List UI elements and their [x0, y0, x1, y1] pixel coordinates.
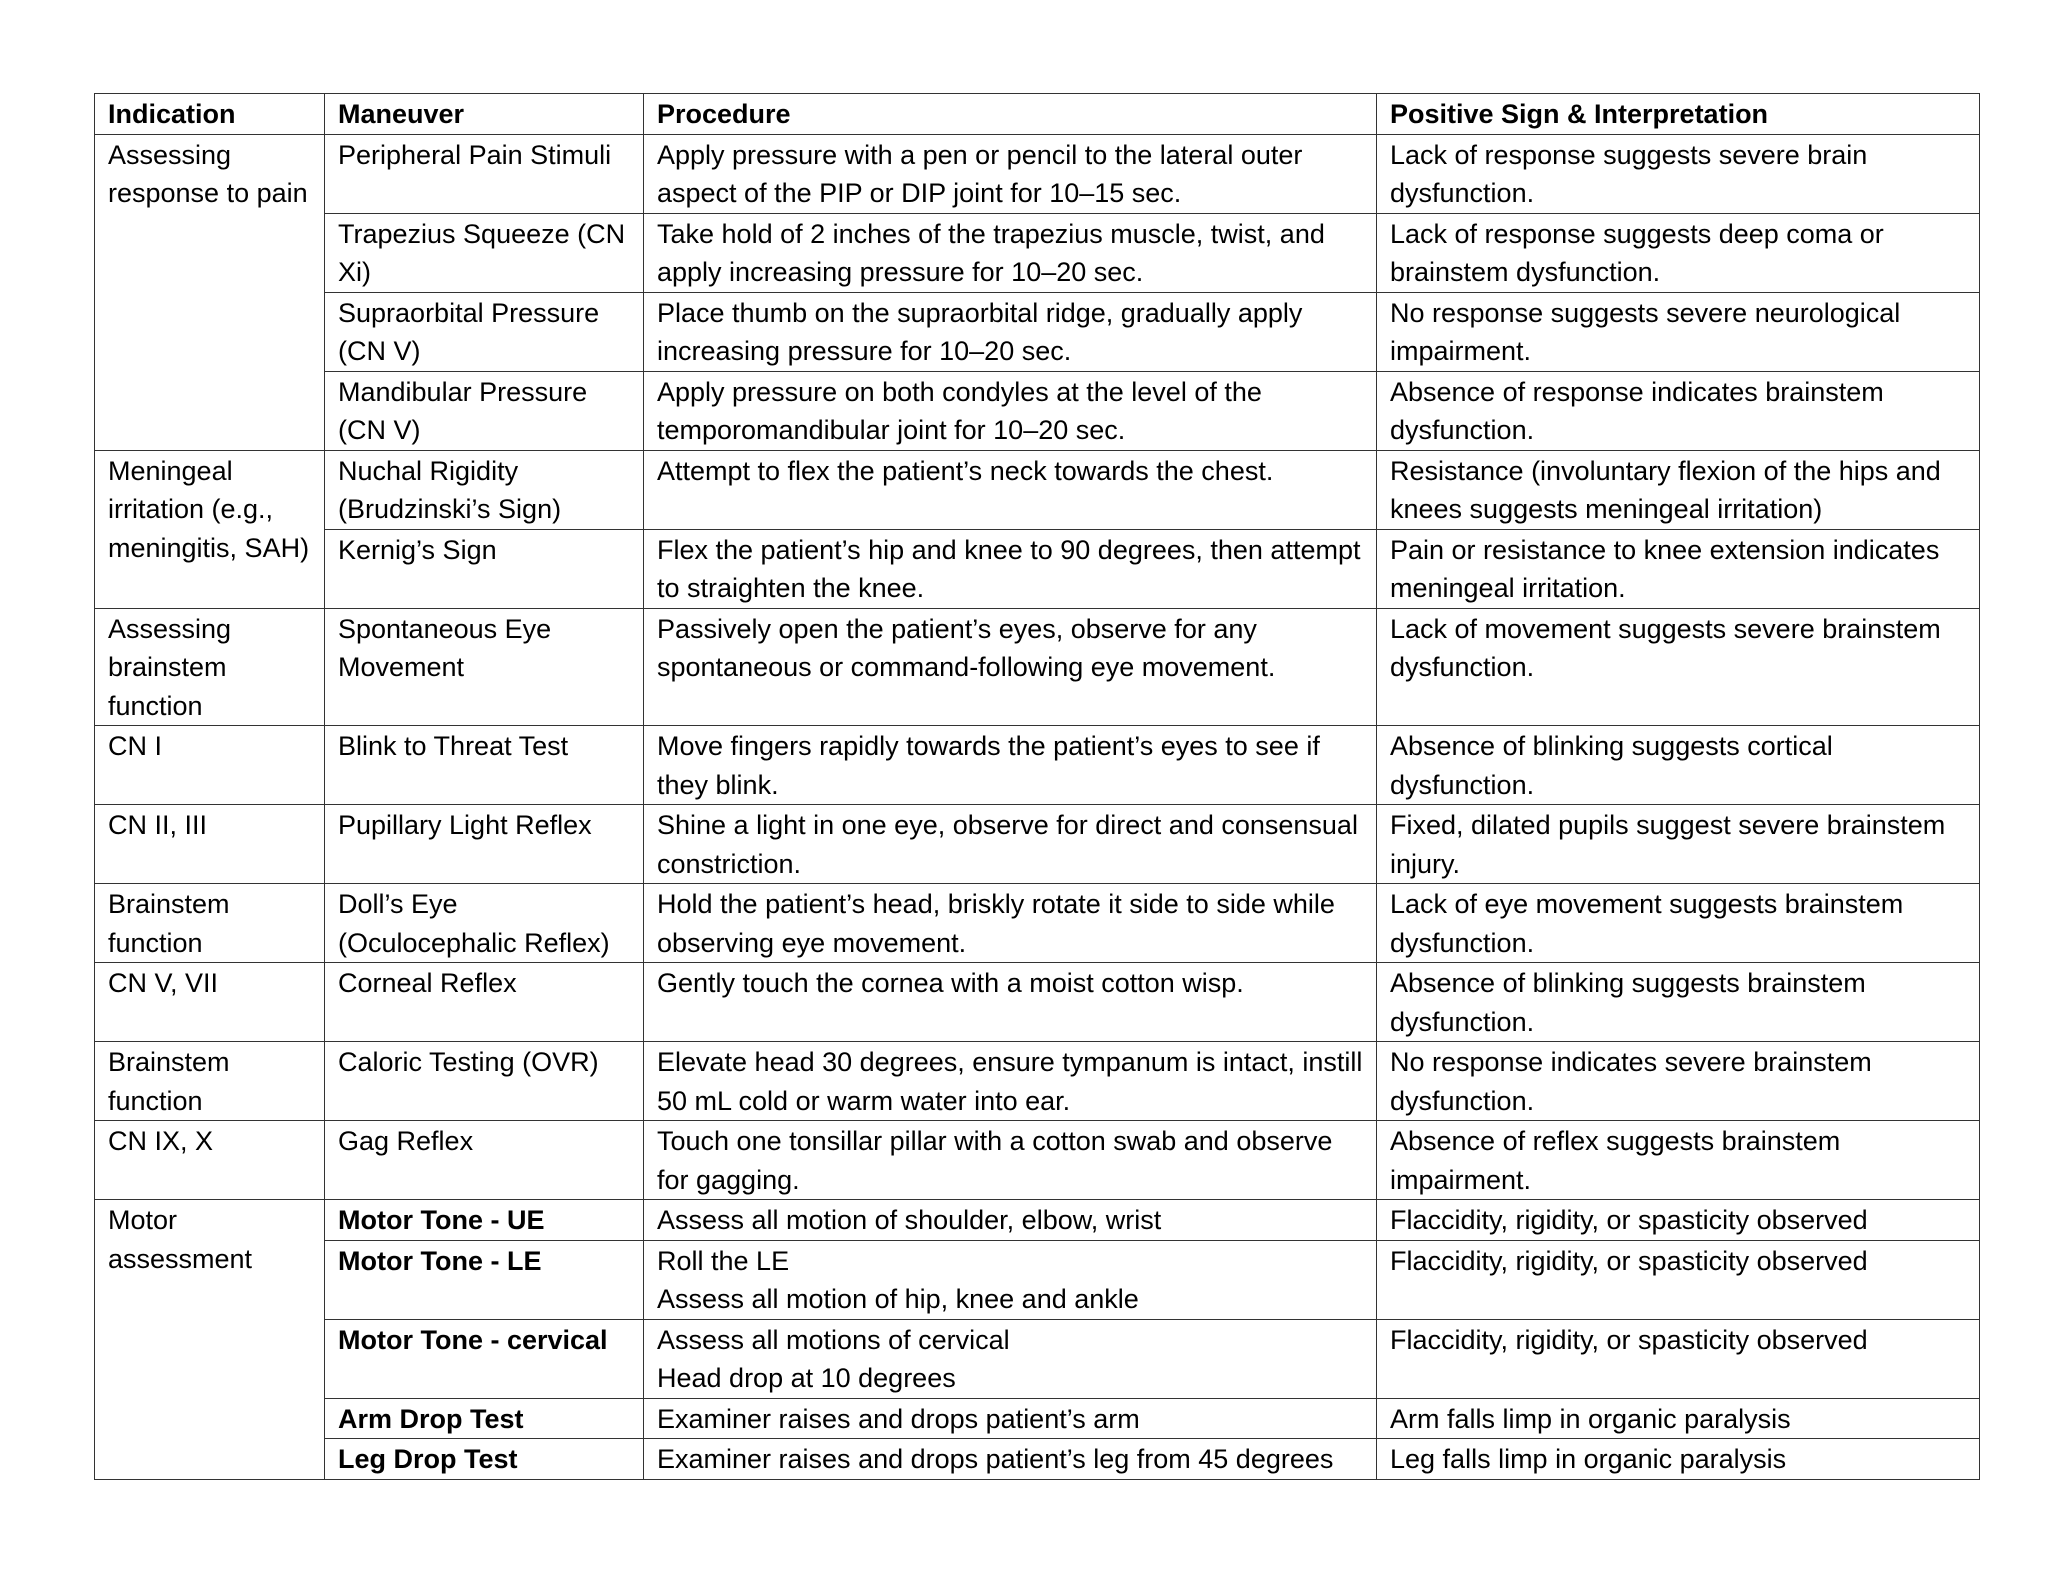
procedure-cell: Examiner raises and drops patient’s arm — [644, 1398, 1377, 1439]
table-header-row — [95, 94, 1980, 135]
maneuver-cell: Motor Tone - cervical — [325, 1319, 644, 1398]
indication-cell: CN II, III — [95, 805, 325, 884]
maneuver-cell: Supraorbital Pressure (CN V) — [325, 292, 644, 371]
maneuver-cell: Corneal Reflex — [325, 963, 644, 1042]
positive-sign-cell: Lack of eye movement suggests brainstem dysfunction. — [1377, 884, 1980, 963]
procedure-line: Assess all motion of hip, knee and ankle — [657, 1284, 1139, 1314]
procedure-cell — [644, 1240, 1377, 1319]
procedure-cell: Apply pressure on both condyles at the level of the temporomandibular joint for 10–20 sec. — [644, 371, 1377, 450]
neuro-exam-table — [94, 93, 1980, 1480]
maneuver-cell: Pupillary Light Reflex — [325, 805, 644, 884]
header-indication: Indication — [95, 94, 325, 135]
table-row — [95, 805, 1980, 884]
maneuver-cell: Motor Tone - LE — [325, 1240, 644, 1319]
indication-cell: CN I — [95, 726, 325, 805]
positive-sign-cell: Lack of response suggests deep coma or brainstem dysfunction. — [1377, 213, 1980, 292]
indication-cell: CN V, VII — [95, 963, 325, 1042]
maneuver-cell: Nuchal Rigidity (Brudzinski’s Sign) — [325, 450, 644, 529]
table-row — [95, 1439, 1980, 1480]
procedure-cell: Gently touch the cornea with a moist cotton wisp. — [644, 963, 1377, 1042]
positive-sign-cell: Fixed, dilated pupils suggest severe brainstem injury. — [1377, 805, 1980, 884]
procedure-cell: Flex the patient’s hip and knee to 90 degrees, then attempt to straighten the knee. — [644, 529, 1377, 608]
procedure-cell: Apply pressure with a pen or pencil to the lateral outer aspect of the PIP or DIP joint for 10–15 sec. — [644, 134, 1377, 213]
positive-sign-cell: Arm falls limp in organic paralysis — [1377, 1398, 1980, 1439]
procedure-cell: Touch one tonsillar pillar with a cotton swab and observe for gagging. — [644, 1121, 1377, 1200]
procedure-cell: Assess all motion of shoulder, elbow, wrist — [644, 1200, 1377, 1241]
indication-cell: Assessing brainstem function — [95, 608, 325, 726]
table-row — [95, 1240, 1980, 1319]
table-row — [95, 884, 1980, 963]
positive-sign-cell: Absence of reflex suggests brainstem impairment. — [1377, 1121, 1980, 1200]
maneuver-cell: Kernig’s Sign — [325, 529, 644, 608]
positive-sign-cell: Leg falls limp in organic paralysis — [1377, 1439, 1980, 1480]
maneuver-cell: Blink to Threat Test — [325, 726, 644, 805]
positive-sign-cell: Absence of blinking suggests cortical dysfunction. — [1377, 726, 1980, 805]
procedure-cell: Elevate head 30 degrees, ensure tympanum is intact, instill 50 mL cold or warm water into ear. — [644, 1042, 1377, 1121]
positive-sign-cell: Lack of movement suggests severe brainstem dysfunction. — [1377, 608, 1980, 726]
maneuver-cell: Doll’s Eye (Oculocephalic Reflex) — [325, 884, 644, 963]
table-row — [95, 213, 1980, 292]
procedure-cell: Passively open the patient’s eyes, observe for any spontaneous or command-following eye movement. — [644, 608, 1377, 726]
indication-cell: Motor assessment — [95, 1200, 325, 1480]
table-row — [95, 726, 1980, 805]
indication-cell: Meningeal irritation (e.g., meningitis, SAH) — [95, 450, 325, 608]
positive-sign-cell: Flaccidity, rigidity, or spasticity observed — [1377, 1200, 1980, 1241]
table-row — [95, 1121, 1980, 1200]
positive-sign-cell: No response indicates severe brainstem dysfunction. — [1377, 1042, 1980, 1121]
header-maneuver: Maneuver — [325, 94, 644, 135]
procedure-cell: Shine a light in one eye, observe for direct and consensual constriction. — [644, 805, 1377, 884]
procedure-cell: Examiner raises and drops patient’s leg from 45 degrees — [644, 1439, 1377, 1480]
header-procedure: Procedure — [644, 94, 1377, 135]
maneuver-cell: Peripheral Pain Stimuli — [325, 134, 644, 213]
procedure-line: Head drop at 10 degrees — [657, 1363, 956, 1393]
table-row — [95, 292, 1980, 371]
maneuver-cell: Arm Drop Test — [325, 1398, 644, 1439]
procedure-cell: Take hold of 2 inches of the trapezius muscle, twist, and apply increasing pressure for 10–20 sec. — [644, 213, 1377, 292]
indication-cell: Assessing response to pain — [95, 134, 325, 450]
table-row — [95, 134, 1980, 213]
table-row — [95, 608, 1980, 726]
procedure-cell: Hold the patient’s head, briskly rotate it side to side while observing eye movement. — [644, 884, 1377, 963]
positive-sign-cell: No response suggests severe neurological impairment. — [1377, 292, 1980, 371]
table-row — [95, 450, 1980, 529]
indication-cell: Brainstem function — [95, 884, 325, 963]
positive-sign-cell: Lack of response suggests severe brain dysfunction. — [1377, 134, 1980, 213]
procedure-cell: Place thumb on the supraorbital ridge, gradually apply increasing pressure for 10–20 sec. — [644, 292, 1377, 371]
maneuver-cell: Mandibular Pressure (CN V) — [325, 371, 644, 450]
table-row — [95, 371, 1980, 450]
positive-sign-cell: Absence of blinking suggests brainstem dysfunction. — [1377, 963, 1980, 1042]
procedure-line: Assess all motions of cervical — [657, 1324, 1010, 1355]
positive-sign-cell: Absence of response indicates brainstem dysfunction. — [1377, 371, 1980, 450]
maneuver-cell: Gag Reflex — [325, 1121, 644, 1200]
maneuver-cell: Leg Drop Test — [325, 1439, 644, 1480]
header-positive-sign: Positive Sign & Interpretation — [1377, 94, 1980, 135]
procedure-cell: Attempt to flex the patient’s neck towards the chest. — [644, 450, 1377, 529]
procedure-cell — [644, 1319, 1377, 1398]
table-row — [95, 1398, 1980, 1439]
table-row — [95, 1200, 1980, 1241]
document-page — [94, 93, 1979, 1480]
procedure-cell: Move fingers rapidly towards the patient’s eyes to see if they blink. — [644, 726, 1377, 805]
positive-sign-cell: Flaccidity, rigidity, or spasticity observed — [1377, 1319, 1980, 1398]
indication-cell: Brainstem function — [95, 1042, 325, 1121]
procedure-line: Roll the LE — [657, 1245, 790, 1276]
positive-sign-cell: Pain or resistance to knee extension indicates meningeal irritation. — [1377, 529, 1980, 608]
positive-sign-cell: Flaccidity, rigidity, or spasticity observed — [1377, 1240, 1980, 1319]
maneuver-cell: Spontaneous Eye Movement — [325, 608, 644, 726]
maneuver-cell: Caloric Testing (OVR) — [325, 1042, 644, 1121]
table-row — [95, 529, 1980, 608]
table-row — [95, 1042, 1980, 1121]
positive-sign-cell: Resistance (involuntary flexion of the hips and knees suggests meningeal irritation) — [1377, 450, 1980, 529]
table-row — [95, 1319, 1980, 1398]
indication-cell: CN IX, X — [95, 1121, 325, 1200]
maneuver-cell: Trapezius Squeeze (CN Xi) — [325, 213, 644, 292]
table-row — [95, 963, 1980, 1042]
maneuver-cell: Motor Tone - UE — [325, 1200, 644, 1241]
